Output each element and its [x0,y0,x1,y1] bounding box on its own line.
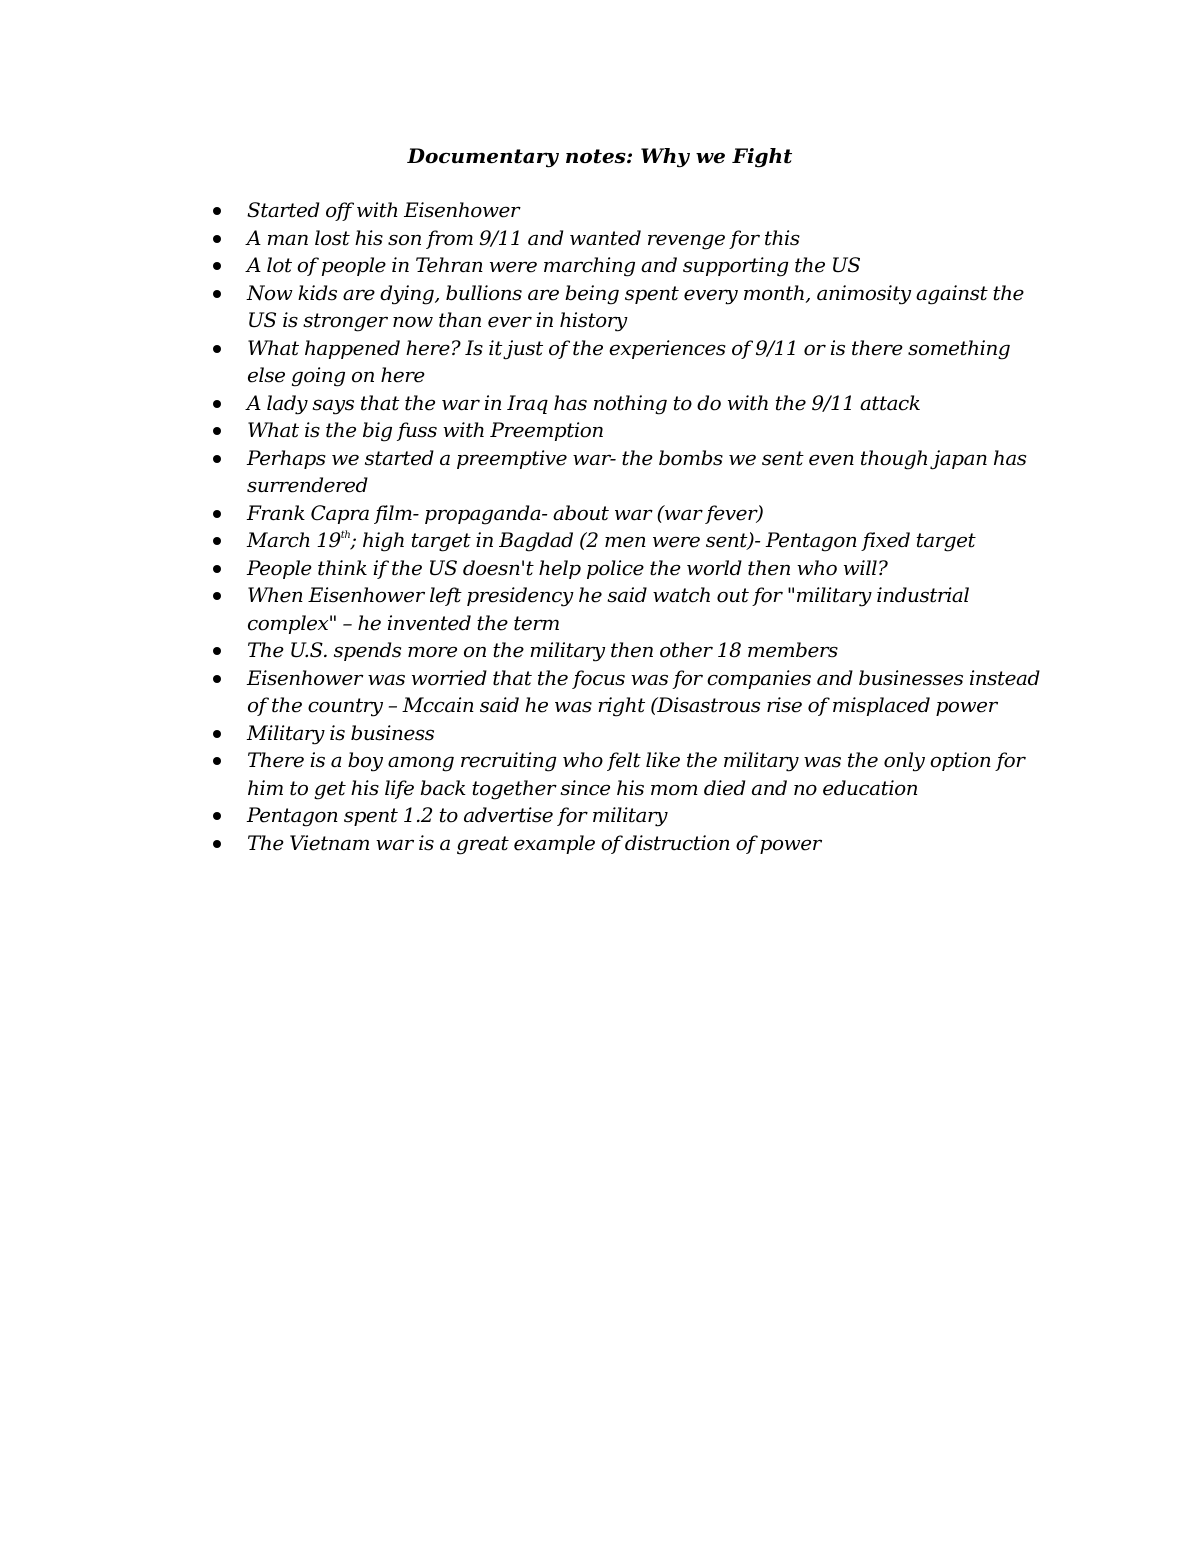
notes-list [210,197,1040,857]
note-text: There is a boy among recruiting who felt like the military was the only option for him to get his life back together since his mom died and no education [247,748,1025,800]
list-item [210,280,1040,335]
list-item [210,802,1040,830]
bullet-icon [213,455,221,463]
bullet-icon [213,730,221,738]
bullet-icon [213,537,221,545]
bullet-icon [213,290,221,298]
bullet-icon [213,675,221,683]
bullet-icon [213,345,221,353]
ordinal-suffix: th [340,530,351,541]
bullet-icon [213,647,221,655]
bullet-icon [213,757,221,765]
list-item [210,720,1040,748]
note-text: Perhaps we started a preemptive war- the bombs we sent even though japan has surrendered [247,445,1027,497]
note-text: What happened here? Is it just of the experiences of 9/11 or is there something else going on here [247,335,1011,387]
bullet-icon [213,510,221,518]
note-text: Now kids are dying, bullions are being spent every month, animosity against the US is stronger now than ever in history [247,280,1024,332]
bullet-icon [213,262,221,270]
note-text: The Vietnam war is a great example of distruction of power [247,830,821,855]
bullet-icon [213,235,221,243]
document-title: Documentary notes: Why we Fight [407,144,793,168]
bullet-icon [213,565,221,573]
note-text: Military is business [247,720,435,745]
bullet-icon [213,427,221,435]
list-item [210,417,1040,445]
list-item [210,527,1040,555]
list-item [210,500,1040,528]
list-item [210,665,1040,720]
list-item [210,445,1040,500]
bullet-icon [213,400,221,408]
note-text-rest: ; high target in Bagdad (2 men were sent)- Pentagon fixed target [350,528,976,552]
note-text: A man lost his son from 9/11 and wanted revenge for this [247,225,800,250]
list-item [210,582,1040,637]
note-text: The U.S. spends more on the military then other 18 members [247,638,838,662]
list-item [210,555,1040,583]
bullet-icon [213,812,221,820]
list-item [210,747,1040,802]
note-text: When Eisenhower left presidency he said watch out for "military industrial complex" – he invented the term [247,583,970,635]
note-text: Eisenhower was worried that the focus was for companies and businesses instead of the country – Mccain said he was right (Disastrous rise of misplaced power [247,665,1040,717]
note-text: Pentagon spent 1.2 to advertise for military [247,803,667,827]
bullet-icon [213,840,221,848]
note-text: People think if the US doesn't help police the world then who will? [247,555,888,580]
list-item [210,225,1040,253]
list-item [210,637,1040,665]
list-item [210,335,1040,390]
list-item [210,390,1040,418]
bullet-icon [213,592,221,600]
note-text: Frank Capra film- propaganda- about war (war fever) [247,500,764,525]
note-text: Started off with Eisenhower [247,198,520,222]
note-text-date: March 19 [247,528,341,552]
bullet-icon [213,207,221,215]
list-item [210,252,1040,280]
note-text: A lot of people in Tehran were marching and supporting the US [247,253,861,277]
note-text: What is the big fuss with Preemption [247,418,604,442]
note-text: A lady says that the war in Iraq has nothing to do with the 9/11 attack [247,390,921,415]
list-item [210,197,1040,225]
list-item [210,830,1040,858]
